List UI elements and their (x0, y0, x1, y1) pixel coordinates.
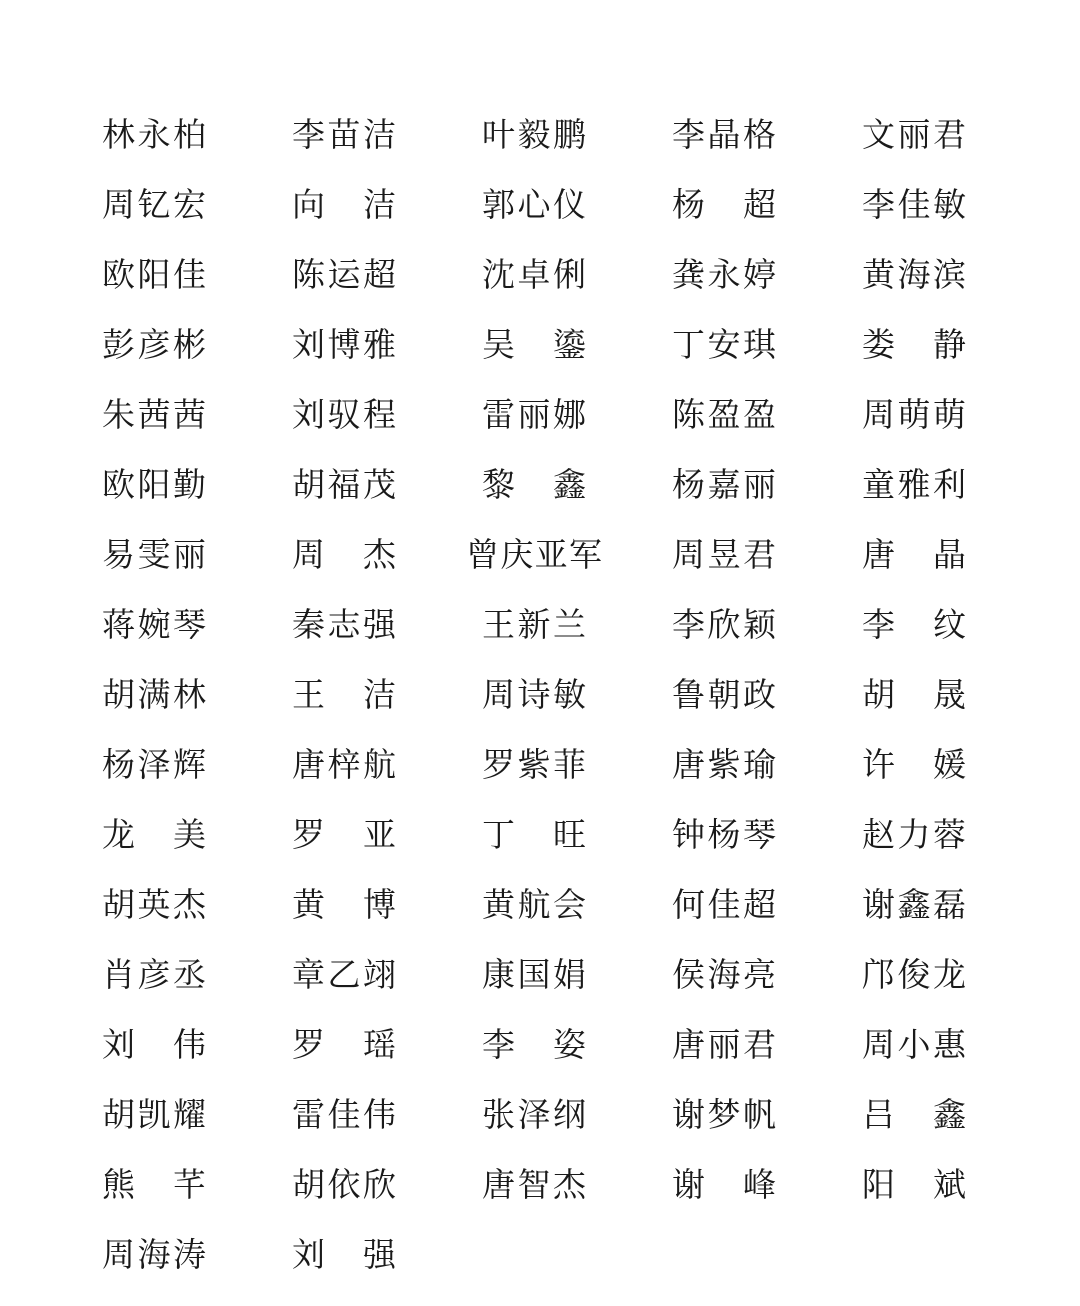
name-cell (672, 870, 862, 940)
person-name: 罗紫菲 (482, 745, 586, 784)
person-name: 丁旺 (482, 815, 586, 854)
person-name: 李纹 (862, 605, 966, 644)
person-name: 谢鑫磊 (862, 885, 966, 924)
person-name: 李苗洁 (292, 115, 396, 154)
name-cell (862, 660, 1052, 730)
name-cell (482, 240, 672, 310)
person-name: 刘强 (292, 1235, 396, 1274)
person-name: 雷丽娜 (482, 395, 586, 434)
person-name: 雷佳伟 (292, 1095, 396, 1134)
name-cell (102, 1080, 292, 1150)
person-name: 唐智杰 (482, 1165, 586, 1204)
person-name: 李欣颖 (672, 605, 776, 644)
person-name: 阳斌 (862, 1165, 966, 1204)
name-cell (482, 450, 672, 520)
person-name: 王新兰 (482, 605, 586, 644)
person-name: 胡依欣 (292, 1165, 396, 1204)
name-cell (672, 520, 862, 590)
name-cell (672, 100, 862, 170)
person-name: 鲁朝政 (672, 675, 776, 714)
person-name: 周昱君 (672, 535, 776, 574)
person-name: 李佳敏 (862, 185, 966, 224)
name-cell (292, 870, 482, 940)
name-cell (292, 380, 482, 450)
name-cell (102, 520, 292, 590)
name-cell (862, 1220, 1052, 1290)
person-name: 周诗敏 (482, 675, 586, 714)
person-name: 叶毅鹏 (482, 115, 586, 154)
name-cell (102, 170, 292, 240)
name-cell (102, 450, 292, 520)
name-cell (672, 310, 862, 380)
name-cell (292, 1010, 482, 1080)
person-name: 谢梦帆 (672, 1095, 776, 1134)
person-name: 林永柏 (102, 115, 206, 154)
person-name: 黄海滨 (862, 255, 966, 294)
name-cell (672, 240, 862, 310)
person-name: 文丽君 (862, 115, 966, 154)
name-cell (292, 100, 482, 170)
person-name: 龚永婷 (672, 255, 776, 294)
person-name: 龙美 (102, 815, 206, 854)
name-cell (292, 590, 482, 660)
name-cell (482, 100, 672, 170)
name-cell (862, 310, 1052, 380)
name-grid (102, 100, 1052, 1290)
person-name: 李姿 (482, 1025, 586, 1064)
person-name: 易雯丽 (102, 535, 206, 574)
name-cell (292, 1080, 482, 1150)
name-cell (862, 450, 1052, 520)
name-cell (292, 1220, 482, 1290)
name-cell (862, 730, 1052, 800)
name-cell (102, 730, 292, 800)
name-cell (862, 940, 1052, 1010)
person-name: 许媛 (862, 745, 966, 784)
person-name: 秦志强 (292, 605, 396, 644)
person-name: 彭彦彬 (102, 325, 206, 364)
person-name: 黎鑫 (482, 465, 586, 504)
person-name: 陈运超 (292, 255, 396, 294)
person-name: 杨泽辉 (102, 745, 206, 784)
name-cell (482, 1220, 672, 1290)
name-cell (482, 800, 672, 870)
name-cell (292, 940, 482, 1010)
name-cell (292, 170, 482, 240)
person-name: 李晶格 (672, 115, 776, 154)
name-cell (102, 380, 292, 450)
person-name: 谢峰 (672, 1165, 776, 1204)
person-name: 胡英杰 (102, 885, 206, 924)
person-name: 沈卓俐 (482, 255, 586, 294)
person-name: 黄航会 (482, 885, 586, 924)
person-name: 陈盈盈 (672, 395, 776, 434)
person-name: 刘伟 (102, 1025, 206, 1064)
name-cell (672, 1150, 862, 1220)
person-name: 胡晟 (862, 675, 966, 714)
name-cell (102, 590, 292, 660)
name-cell (862, 800, 1052, 870)
name-cell (482, 1080, 672, 1150)
person-name: 蒋婉琴 (102, 605, 206, 644)
name-cell (482, 590, 672, 660)
person-name: 肖彦丞 (102, 955, 206, 994)
name-cell (292, 520, 482, 590)
person-name: 熊芊 (102, 1165, 206, 1204)
person-name: 胡凯耀 (102, 1095, 206, 1134)
person-name: 何佳超 (672, 885, 776, 924)
person-name: 章乙翊 (292, 955, 396, 994)
name-cell (672, 170, 862, 240)
name-cell (102, 1010, 292, 1080)
person-name: 周萌萌 (862, 395, 966, 434)
name-cell (862, 1080, 1052, 1150)
person-name: 黄博 (292, 885, 396, 924)
person-name: 罗瑶 (292, 1025, 396, 1064)
person-name: 周钇宏 (102, 185, 206, 224)
name-cell (482, 660, 672, 730)
name-cell (292, 800, 482, 870)
name-cell (292, 730, 482, 800)
name-cell (102, 800, 292, 870)
name-cell (292, 1150, 482, 1220)
person-name: 赵力蓉 (862, 815, 966, 854)
name-cell (466, 520, 672, 590)
name-cell (292, 310, 482, 380)
person-name: 杨超 (672, 185, 776, 224)
name-cell (862, 1010, 1052, 1080)
person-name: 罗亚 (292, 815, 396, 854)
name-cell (292, 240, 482, 310)
name-cell (482, 1150, 672, 1220)
person-name: 吕鑫 (862, 1095, 966, 1134)
person-name: 张泽纲 (482, 1095, 586, 1134)
name-cell (672, 730, 862, 800)
name-cell (862, 100, 1052, 170)
name-cell (862, 240, 1052, 310)
name-cell (102, 870, 292, 940)
name-cell (672, 450, 862, 520)
person-name: 唐丽君 (672, 1025, 776, 1064)
person-name: 杨嘉丽 (672, 465, 776, 504)
name-cell (862, 380, 1052, 450)
person-name: 王洁 (292, 675, 396, 714)
name-cell (482, 940, 672, 1010)
person-name: 曾庆亚军 (466, 535, 602, 574)
person-name: 周海涛 (102, 1235, 206, 1274)
name-cell (102, 1150, 292, 1220)
person-name: 唐紫瑜 (672, 745, 776, 784)
name-cell (482, 170, 672, 240)
person-name: 唐梓航 (292, 745, 396, 784)
person-name: 欧阳勤 (102, 465, 206, 504)
name-cell (672, 940, 862, 1010)
name-cell (672, 1220, 862, 1290)
name-cell (862, 870, 1052, 940)
name-cell (672, 1010, 862, 1080)
person-name: 唐晶 (862, 535, 966, 574)
person-name: 邝俊龙 (862, 955, 966, 994)
name-cell (102, 940, 292, 1010)
name-cell (862, 590, 1052, 660)
person-name: 钟杨琴 (672, 815, 776, 854)
name-cell (102, 310, 292, 380)
person-name: 侯海亮 (672, 955, 776, 994)
name-cell (292, 660, 482, 730)
person-name: 欧阳佳 (102, 255, 206, 294)
person-name: 童雅利 (862, 465, 966, 504)
person-name: 康国娟 (482, 955, 586, 994)
name-cell (862, 1150, 1052, 1220)
name-cell (672, 660, 862, 730)
name-cell (862, 520, 1052, 590)
name-cell (672, 590, 862, 660)
name-cell (672, 800, 862, 870)
person-name: 胡满林 (102, 675, 206, 714)
name-cell (482, 730, 672, 800)
person-name: 郭心仪 (482, 185, 586, 224)
person-name: 胡福茂 (292, 465, 396, 504)
person-name: 朱茜茜 (102, 395, 206, 434)
name-cell (482, 380, 672, 450)
name-cell (482, 310, 672, 380)
person-name: 娄静 (862, 325, 966, 364)
name-cell (292, 450, 482, 520)
name-cell (672, 380, 862, 450)
name-cell (672, 1080, 862, 1150)
name-cell (482, 870, 672, 940)
name-cell (862, 170, 1052, 240)
name-cell (102, 1220, 292, 1290)
person-name: 向洁 (292, 185, 396, 224)
person-name: 周杰 (292, 535, 396, 574)
person-name: 刘驭程 (292, 395, 396, 434)
name-cell (102, 100, 292, 170)
name-cell (482, 1010, 672, 1080)
person-name: 丁安琪 (672, 325, 776, 364)
person-name: 周小惠 (862, 1025, 966, 1064)
name-cell (102, 240, 292, 310)
name-cell (102, 660, 292, 730)
person-name: 吴鎏 (482, 325, 586, 364)
person-name: 刘博雅 (292, 325, 396, 364)
